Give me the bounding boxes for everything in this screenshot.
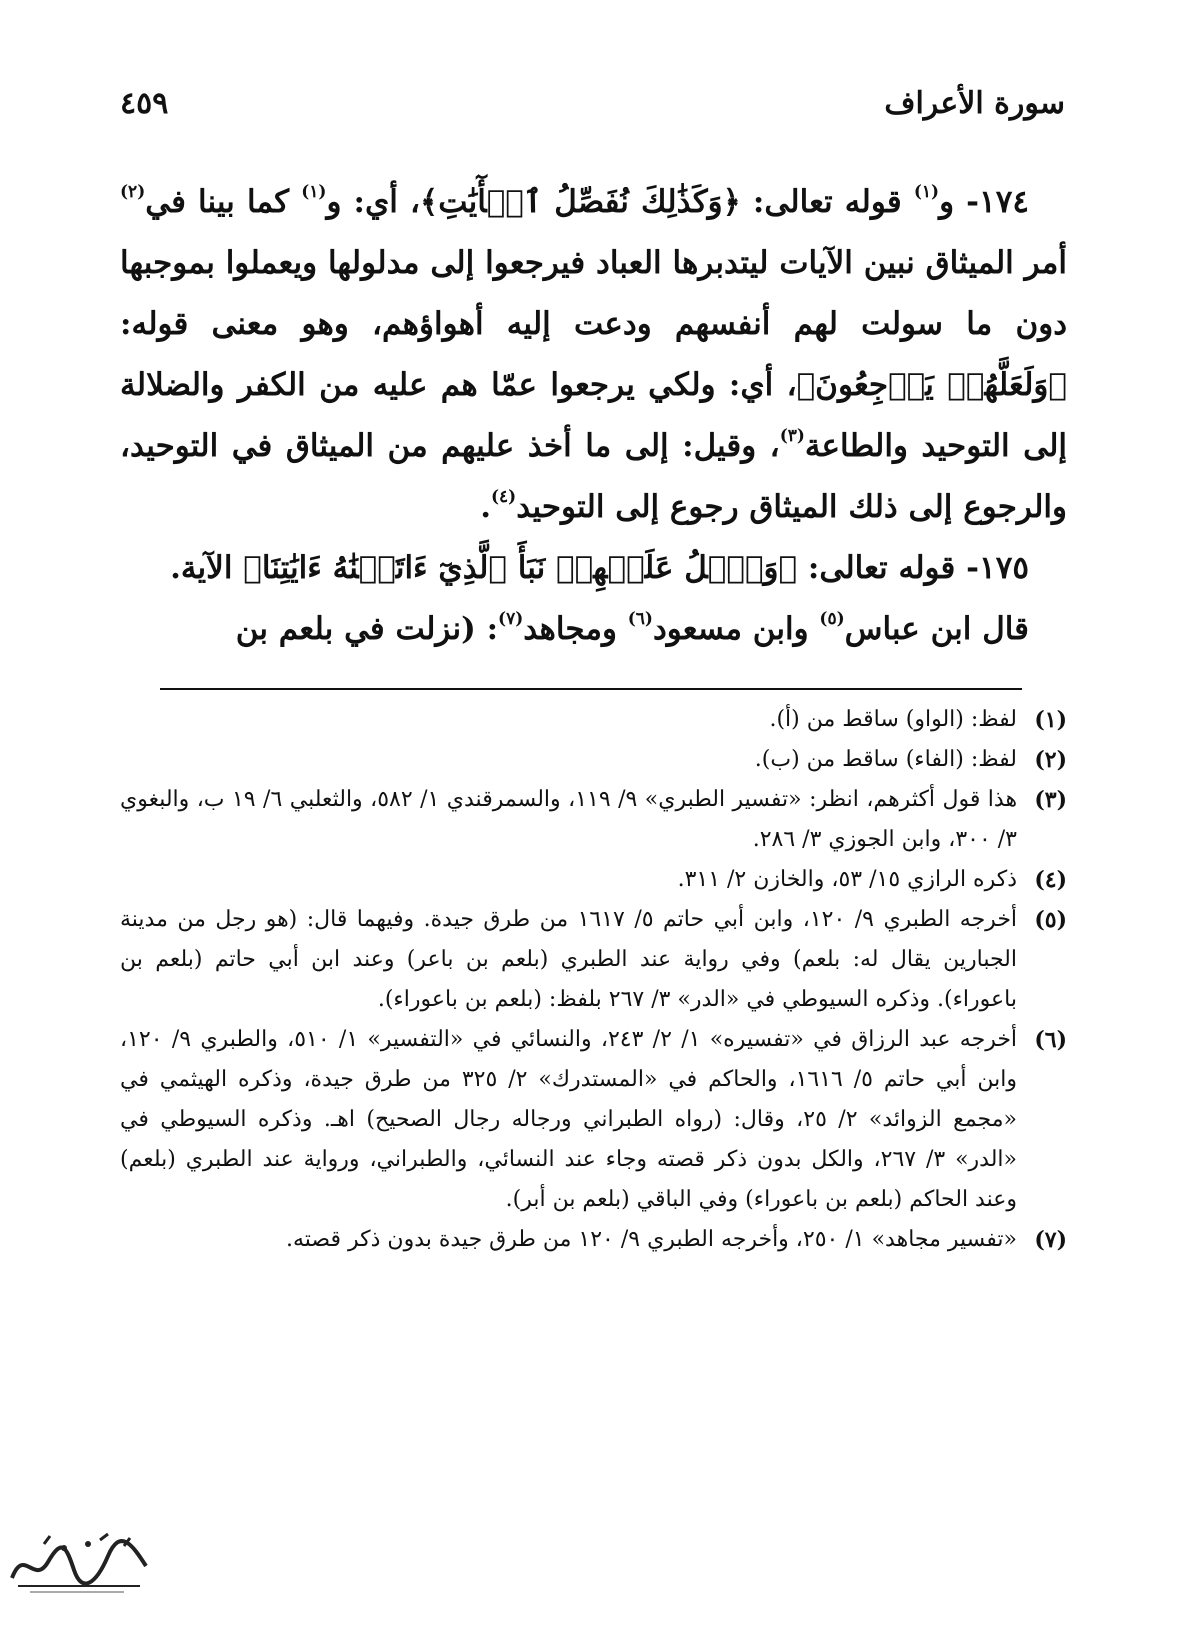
footnote-item [120, 700, 1067, 740]
footnote-number: (١) [1034, 707, 1067, 733]
footnote-divider [160, 688, 1022, 690]
text-span: قال ابن عباس [844, 611, 1029, 647]
footnote-item [120, 780, 1067, 860]
footnote-text: لفظ: (الفاء) ساقط من (ب). [754, 747, 1017, 772]
footnote-number: (٥) [1034, 907, 1067, 933]
text-span: ، أي: ولكي يرجعوا عمّا هم عليه من الكفر والضلالة إلى التوحيد والطاعة [120, 367, 1068, 464]
verse-number-175: ١٧٥- قوله تعالى: [797, 550, 1029, 586]
text-span: : (نزلت في بلعم بن [235, 611, 499, 647]
calligraphy-stamp-logo [4, 1526, 154, 1598]
footnote-ref: (٢) [120, 181, 146, 202]
surah-title: سورة الأعراف [884, 85, 1065, 121]
footnote-text: أخرجه عبد الرزاق في «تفسيره» ١/ ٢/ ٢٤٣، والنسائي في «التفسير» ١/ ٥١٠، والطبري ٩/ ١٢٠، وابن أبي حاتم ٥/ ١٦١٦، والحاكم في «المستدرك» ٢/ ٣٢٥ من طرق جيدة، وذكره الهيثمي في «مجمع الزوائد» ٢/ ٢٥، وقال: (رواه الطبراني ورجاله رجال الصحيح) اهـ. وذكره السيوطي في «الدر» ٣/ ٢٦٧، والكل بدون ذكر قصته وجاء عند النسائي، والطبراني، ورواية عند الطبري (بلعم) وعند الحاكم (بلعم بن باعوراء) وفي الباقي (بلعم بن أبر). [120, 1027, 1018, 1212]
paragraph-175 [120, 538, 1067, 599]
footnote-number: (٣) [1034, 787, 1067, 813]
footnotes [120, 700, 1067, 1260]
footnote-ref: (٣) [779, 425, 805, 446]
page-header [120, 78, 1065, 128]
paragraph-175-cont [120, 599, 1067, 660]
text-span: ومجاهد [523, 611, 628, 647]
footnote-ref: (٤) [490, 486, 517, 507]
footnote-text: هذا قول أكثرهم، انظر: «تفسير الطبري» ٩/ ١١٩، والسمرقندي ١/ ٥٨٢، والثعلبي ٦/ ١٩ ب، والبغوي ٣/ ٣٠٠، وابن الجوزي ٣/ ٢٨٦. [120, 787, 1018, 852]
footnote-item [120, 740, 1067, 780]
main-text [120, 172, 1067, 660]
footnote-ref: (٦) [627, 608, 653, 629]
footnote-number: (٧) [1034, 1227, 1067, 1253]
footnote-item [120, 1220, 1067, 1260]
footnote-ref: (٥) [819, 608, 845, 629]
footnote-text: لفظ: (الواو) ساقط من (أ). [769, 707, 1017, 732]
quran-quote: ﴿وَكَذَٰلِكَ نُفَصِّلُ ٱلۡأٓيَٰتِ﴾ [420, 184, 741, 220]
footnote-ref: (١) [301, 181, 327, 202]
page-number: ٤٥٩ [120, 85, 169, 121]
text-span: ، أي: و [326, 184, 421, 220]
footnote-text: ذكره الرازي ١٥/ ٥٣، والخازن ٢/ ٣١١. [677, 867, 1017, 892]
text-span: الآية. [170, 550, 244, 586]
text-span: أمر الميثاق نبين الآيات ليتدبرها العباد فيرجعوا إلى مدلولها ويعملوا بموجبها دون ما سولت لهم أنفسهم ودعت إليه أهواؤهم، وهو معنى قوله: [120, 245, 1067, 342]
text-span: ، وقيل: إلى ما أخذ عليهم من الميثاق في التوحيد، والرجوع إلى ذلك الميثاق رجوع إلى التوحيد [120, 428, 1067, 525]
footnote-item [120, 900, 1067, 1020]
footnote-number: (٢) [1034, 747, 1067, 773]
footnote-ref: (١) [913, 181, 940, 202]
verse-number-174: ١٧٤- و [939, 184, 1029, 220]
footnote-text: «تفسير مجاهد» ١/ ٢٥٠، وأخرجه الطبري ٩/ ١٢٠ من طرق جيدة بدون ذكر قصته. [286, 1227, 1017, 1252]
text-span: . [480, 489, 491, 525]
quran-quote: ﴿وَٱتۡلُ عَلَيۡهِمۡ نَبَأَ ٱلَّذِيٓ ءَاتَيۡنَٰهُ ءَايَٰتِنَا﴾ [243, 550, 798, 586]
text-span: كما بينا في [145, 184, 302, 220]
footnote-text: أخرجه الطبري ٩/ ١٢٠، وابن أبي حاتم ٥/ ١٦١٧ من طرق جيدة. وفيهما قال: (هو رجل من مدينة الجبارين يقال له: بلعم) وفي رواية عند الطبري (بلعم بن باعر) وعند ابن أبي حاتم (بلعم بن باعوراء). وذكره السيوطي في «الدر» ٣/ ٢٦٧ بلفظ: (بلعم بن باعوراء). [120, 907, 1018, 1012]
footnote-number: (٦) [1034, 1027, 1067, 1053]
quran-quote: ﴿وَلَعَلَّهُمۡ يَرۡجِعُونَ﴾ [796, 367, 1067, 403]
footnote-number: (٤) [1034, 867, 1067, 893]
paragraph-174 [120, 172, 1067, 538]
text-span: قوله تعالى: [740, 184, 914, 220]
footnote-item [120, 1020, 1067, 1220]
footnote-ref: (٧) [498, 608, 524, 629]
footnote-item [120, 860, 1067, 900]
text-span: وابن مسعود [652, 611, 820, 647]
